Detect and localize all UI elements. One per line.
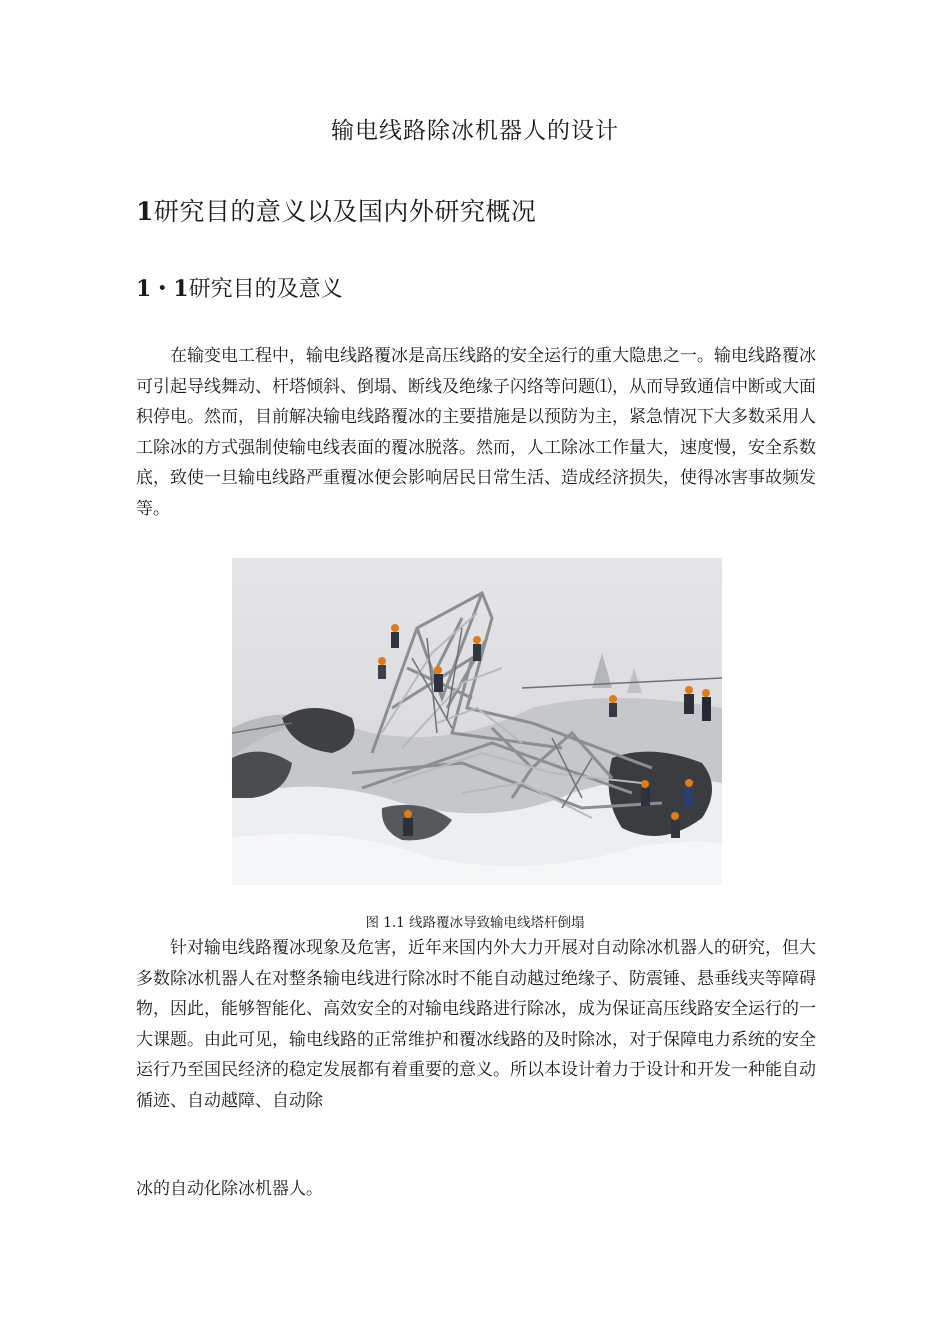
subsection-number: 1・1 [136,276,189,302]
subsection-heading-1-1 [136,272,343,303]
subsection-title: 研究目的及意义 [188,277,343,302]
section-heading-1 [136,192,536,228]
paragraph-3: 冰的自动化除冰机器人。 [136,1179,323,1199]
document-title: 输电线路除冰机器人的设计 [331,118,619,144]
paragraph-2 [136,933,816,1116]
figure-caption: 图 1.1 线路覆冰导致输电线塔杆倒塌 [365,915,585,931]
section-number: 1 [136,197,154,226]
collapsed-tower-photo [232,558,722,885]
paragraph-2-text: 针对输电线路覆冰现象及危害，近年来国内外大力开展对自动除冰机器人的研究，但大多数除冰机器人在对整条输电线进行除冰时不能自动越过绝缘子、防震锤、悬垂线夹等障碍物，因此，能够智能化、高效安全的对输电线路进行除冰，成为保证高压线路安全运行的一大课题。由此可见，输电线路的正常维护和覆冰线路的及时除冰，对于保障电力系统的安全运行乃至国民经济的稳定发展都有着重要的意义。所以本设计着力于设计和开发一种能自动循迹、自动越障、自动除 [136,938,816,1111]
section-title: 研究目的意义以及国内外研究概况 [153,197,537,226]
paragraph-1 [136,341,816,524]
paragraph-1-text: 在输变电工程中，输电线路覆冰是高压线路的安全运行的重大隐患之一。输电线路覆冰可引起导线舞动、杆塔倾斜、倒塌、断线及绝缘子闪络等问题⑴，从而导致通信中断或大面积停电。然而，目前解决输电线路覆冰的主要措施是以预防为主，紧急情况下大多数采用人工除冰的方式强制使输电线表面的覆冰脱落。然而，人工除冰工作量大，速度慢，安全系数底，致使一旦输电线路严重覆冰便会影响居民日常生活、造成经济损失，使得冰害事故频发等。 [136,346,816,519]
